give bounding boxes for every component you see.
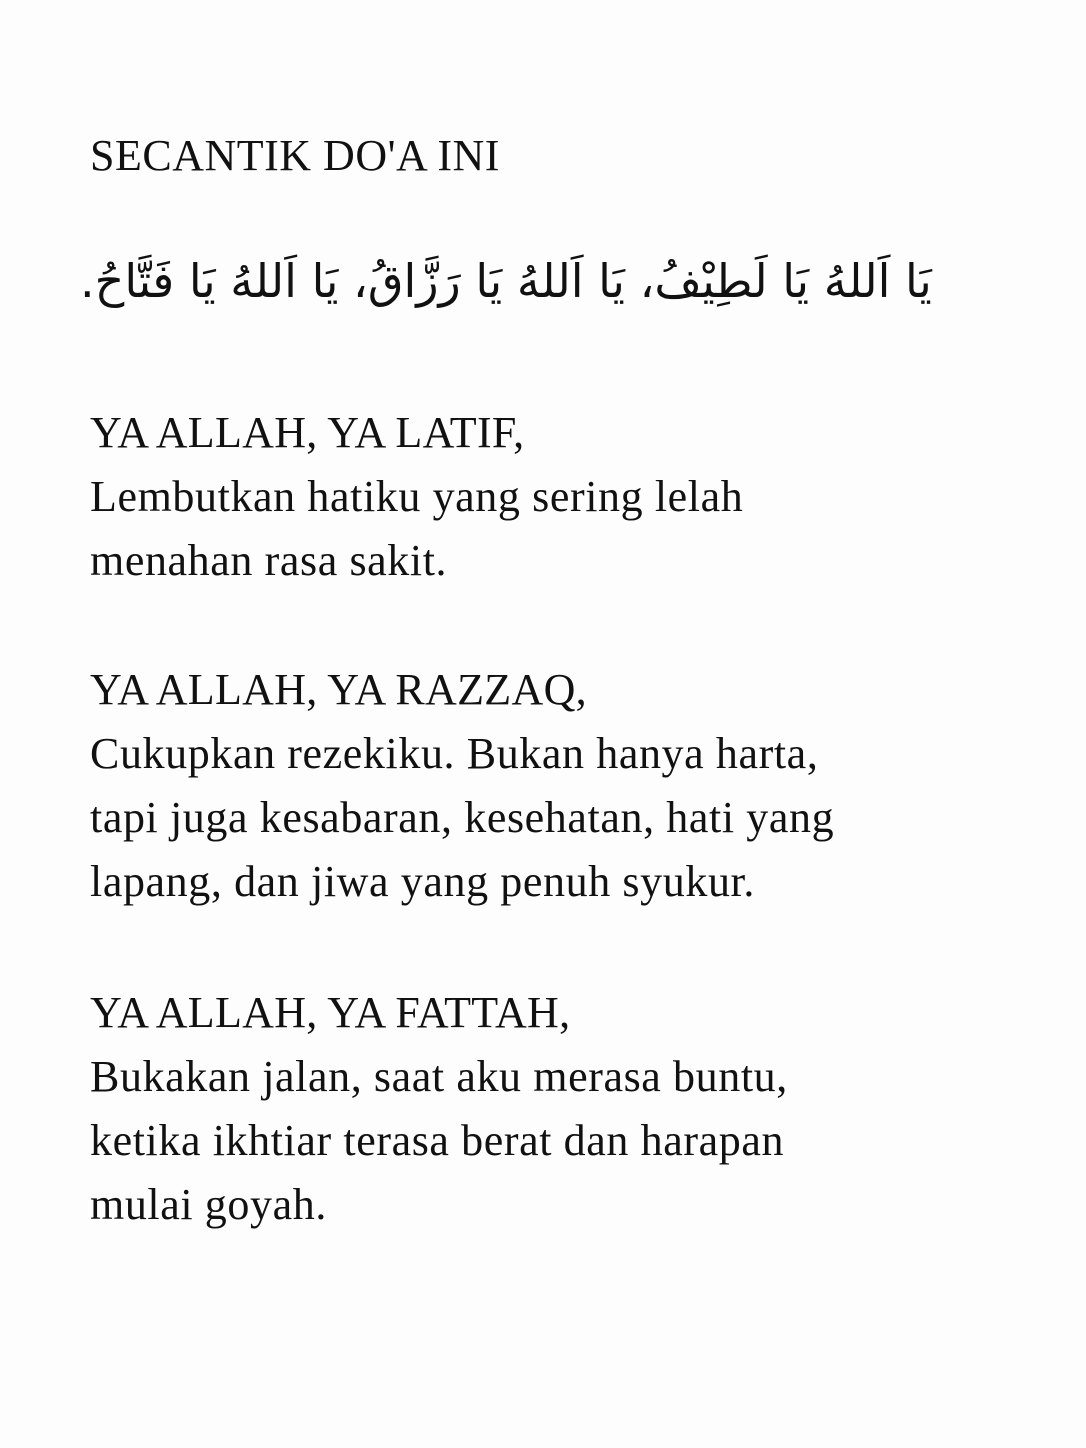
- arabic-prayer-text: يَا اَللهُ يَا لَطِيْفُ، يَا اَللهُ يَا رَزَّاقُ، يَا اَللهُ يَا فَتَّاحُ.: [80, 254, 932, 308]
- section-ya-fattah: [90, 981, 990, 1237]
- section-text-line: menahan rasa sakit.: [90, 536, 448, 585]
- section-heading: YA ALLAH, YA RAZZAQ,: [90, 665, 587, 714]
- section-heading: YA ALLAH, YA LATIF,: [90, 408, 525, 457]
- section-text-line: Bukakan jalan, saat aku merasa buntu,: [90, 1052, 788, 1101]
- section-text-line: mulai goyah.: [90, 1180, 327, 1229]
- section-text-line: Cukupkan rezekiku. Bukan hanya harta,: [90, 729, 819, 778]
- section-ya-razzaq: [90, 658, 990, 914]
- section-heading: YA ALLAH, YA FATTAH,: [90, 988, 571, 1037]
- section-text-line: tapi juga kesabaran, kesehatan, hati yang: [90, 793, 835, 842]
- page-title: SECANTIK DO'A INI: [90, 131, 500, 180]
- section-text-line: ketika ikhtiar terasa berat dan harapan: [90, 1116, 785, 1165]
- section-ya-latif: [90, 401, 990, 593]
- section-text-line: lapang, dan jiwa yang penuh syukur.: [90, 857, 755, 906]
- section-text-line: Lembutkan hatiku yang sering lelah: [90, 472, 744, 521]
